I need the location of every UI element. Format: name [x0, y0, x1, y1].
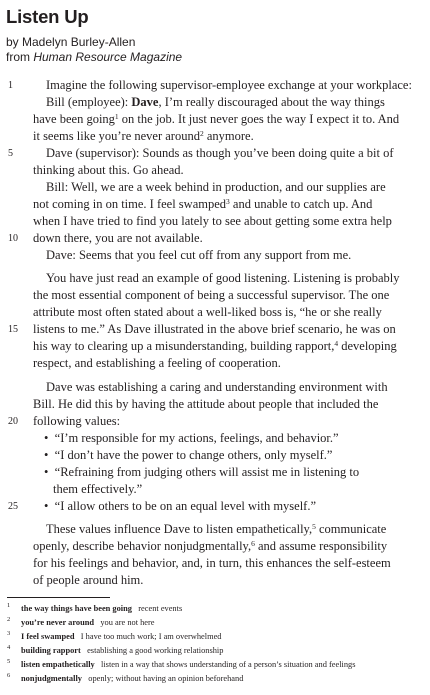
bullet-marker: • [44, 499, 49, 513]
text-line: thinking about this. Go ahead. [33, 163, 184, 177]
text-line: for his feelings and behavior, and, in turn, this enhances the self-esteem [33, 556, 391, 570]
line-number-20: 20 [8, 416, 18, 427]
footnote-ref: 6 [251, 539, 255, 548]
footnote-divider [7, 597, 110, 598]
footnote-ref: 2 [199, 129, 204, 138]
text-line: Bill: Well, we are a week behind in production, and our supplies are [46, 180, 386, 194]
text-line: Imagine the following supervisor-employee exchange at your workplace: [46, 78, 412, 92]
footnote-ref: 4 [334, 339, 339, 348]
bullet-item: • “I allow others to be on an equal level with myself.” [44, 499, 317, 513]
source-line [6, 50, 182, 65]
text-line: have been going$^1$ on the job. It just never goes the way I expect it to. And [33, 112, 400, 126]
text-line: You have just read an example of good listening. Listening is probably [46, 271, 400, 285]
text-line: his way to clearing up a misunderstanding, building rapport,$^4$ developing [33, 339, 397, 353]
text-line: Bill (employee): Dave, I’m really discouraged about the way things [46, 95, 385, 109]
line-number-1: 1 [8, 80, 13, 91]
text-line: down there, you are not available. [33, 231, 203, 245]
text-line: not coming in on time. I feel swamped$^3$ and unable to catch up. And [33, 197, 373, 211]
bullet-marker: • [44, 448, 49, 462]
text-line: attribute most often stated about a well-liked boss is, “he or she really [33, 305, 382, 319]
bullet-item: • “Refraining from judging others will assist me in listening to [44, 465, 360, 479]
bullet-item: • “I don’t have the power to change others, only myself.” [44, 448, 333, 462]
text-line: following values: [33, 414, 121, 428]
text-line: Dave (supervisor): Sounds as though you’ve been doing quite a bit of [46, 146, 394, 160]
text-line: Bill. He did this by having the attitude about people that included the [33, 397, 379, 411]
text-line: the most essential component of being a successful supervisor. The one [33, 288, 390, 302]
bullet-marker: • [44, 431, 49, 445]
line-number-5: 5 [8, 148, 13, 159]
line-number-15: 15 [8, 324, 18, 335]
text-line: These values influence Dave to listen empathetically,$^5$ communicate [46, 522, 387, 536]
bullet-item: • “I’m responsible for my actions, feelings, and behavior.” [44, 431, 339, 445]
text-line: respect, and establishing a feeling of cooperation. [33, 356, 281, 370]
text-line: when I have tried to find you lately to see about getting some extra help [33, 214, 392, 228]
source-prefix: from [6, 50, 34, 64]
source-title: Human Resource Magazine [33, 50, 183, 64]
author-line: by Madelyn Burley-Allen [6, 35, 136, 49]
footnote-ref: 3 [226, 197, 230, 206]
bullet-marker: • [44, 465, 49, 479]
footnote-ref: 5 [312, 522, 316, 531]
article-title: Listen Up [6, 6, 89, 27]
text-line: of people around him. [33, 573, 144, 587]
footnote-ref: 1 [114, 112, 119, 121]
line-number-25: 25 [8, 501, 18, 512]
byline [6, 35, 182, 65]
text-line: it seems like you’re never around$^2$ anymore. [33, 129, 254, 143]
text-line: openly, describe behavior nonjudgmentally,$^6$ and assume responsibility [33, 539, 388, 553]
text-line: listens to me.” As Dave illustrated in the above brief scenario, he was on [33, 322, 396, 336]
text-line: Dave was establishing a caring and understanding environment with [46, 380, 388, 394]
line-number-10: 10 [8, 233, 18, 244]
bullet-item-continued: them effectively.” [53, 482, 143, 496]
text-line: Dave: Seems that you feel cut off from any support from me. [46, 248, 352, 262]
